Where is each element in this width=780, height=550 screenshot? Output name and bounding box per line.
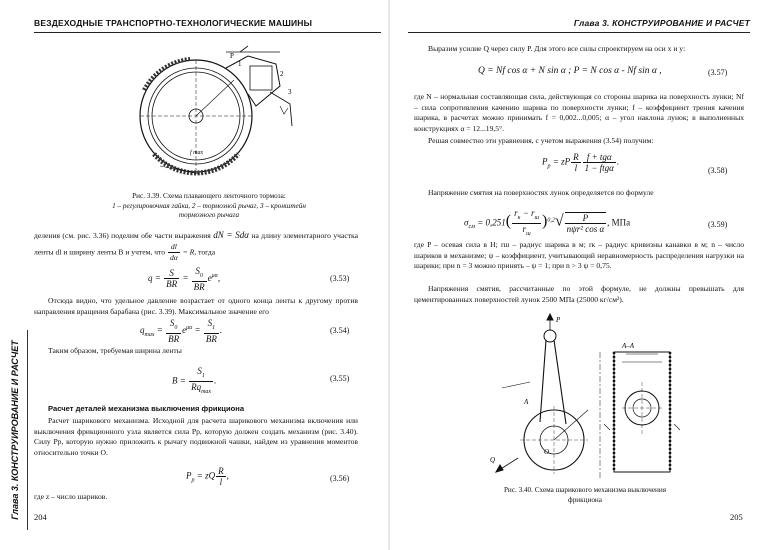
- para1-text-a: деления (см. рис. 3.36) поделим обе части выражения: [34, 231, 211, 240]
- section-heading-text: Расчет деталей механизма выключения фрикциона: [48, 404, 245, 413]
- fig339-label-fmax: f max: [190, 150, 204, 156]
- equation-3-54: $q_{max}$ = $\frac{S_0}{BR}$ $e^{\mu\alpha}$ = $\frac{S_1}{BR}$ .: [140, 318, 223, 344]
- running-header-right: Глава 3. КОНСТРУИРОВАНИЕ И РАСЧЕТ: [408, 14, 750, 33]
- side-rule: [27, 330, 28, 530]
- inline-equation-dn: dN = Sdα: [213, 230, 250, 240]
- fig340-label-q: Q: [490, 456, 496, 464]
- equation-number-3-59: (3.59): [708, 220, 728, 229]
- equation-3-56: $P_p$ = zQ $\frac{R}{l}$ ,: [186, 466, 229, 487]
- fig339-caption-body: 1 – регулировочная гайка, 2 – тормозной рычаг, 3 – кронштейн тормозного рычага: [112, 201, 306, 220]
- equation-number-3-54: (3.54): [330, 326, 350, 335]
- right-paragraph-5: где P – осевая сила в H; rш – радиус шарика в м; rк – радиус кривизны канавки в м; n – число шариков в механизме; ψ – коэффициент, учитывающий неравномерность распределения нагрузки на шарики; при n = 3 можно принять – ψ = 1; при n > 3 ψ = 0,75.: [414, 240, 744, 271]
- right-paragraph-1: Выразим усилие Q через силу P. Для этого все силы спроектируем на оси x и y:: [428, 44, 686, 53]
- fig340-label-o: O: [544, 448, 550, 456]
- right-paragraph-3: Решая совместно эти уравнения, с учетом выражения (3.54) получим:: [428, 136, 654, 145]
- paragraph-2: Отсюда видно, что удельное давление возрастает от одного конца ленты к другому против направления вращения барабана (рис. 3.39). Максимальное значение его: [34, 296, 358, 316]
- right-page: [390, 0, 780, 550]
- fig340-label-aa: A–A: [622, 342, 635, 350]
- running-header: ВЕЗДЕХОДНЫЕ ТРАНСПОРТНО-ТЕХНОЛОГИЧЕСКИЕ МАШИНЫ: [34, 14, 381, 33]
- figure-3-40-caption: Рис. 3.40. Схема шарикового механизма выключения фрикциона: [503, 486, 667, 504]
- side-chapter-title: [4, 340, 26, 520]
- equation-number-3-55: (3.55): [330, 374, 350, 383]
- figure-3-39-brake-diagram: [130, 46, 300, 184]
- fig340-label-pp: P: [556, 316, 561, 324]
- inline-fraction-dl-da: $\frac{dl}{d\alpha}$: [169, 241, 178, 262]
- para1-text-b: на длину элементарного участка ленты dl и ширину ленты B и учтем, что: [34, 231, 358, 256]
- equation-3-53: q = $\frac{S}{BR}$ = $\frac{S_0}{BR}$ $e^{\mu\alpha}$,: [148, 266, 221, 292]
- right-paragraph-6: Напряжения смятия, рассчитанные по этой формуле, не должны превышать для цементированных поверхностей лунок 2500 МПа (25000 кг/см²).: [414, 284, 744, 304]
- side-chapter-title-text: Глава 3. КОНСТРУИРОВАНИЕ И РАСЧЕТ: [10, 340, 20, 520]
- paragraph-3: Таким образом, требуемая ширина ленты: [48, 346, 182, 355]
- section-heading: [34, 404, 358, 415]
- left-page: [0, 0, 389, 550]
- fig339-label-p: P: [230, 52, 234, 60]
- fig339-label-1: 1: [238, 60, 242, 68]
- fig339-label-3: 3: [288, 88, 292, 96]
- paragraph-5: где z – число шариков.: [34, 492, 108, 501]
- page-number-left: 204: [34, 512, 47, 522]
- fig339-label-2: 2: [280, 70, 284, 78]
- equation-3-55: B = $\frac{S_1}{Rq_{max}}$ .: [172, 366, 217, 395]
- eq359-unit: , МПа: [607, 217, 631, 228]
- fig340-label-a: A: [524, 398, 529, 406]
- equation-3-57: Q = Nf cos α + N sin α ; P = N cos α - Nf sin α ,: [478, 66, 662, 76]
- equation-number-3-53: (3.53): [330, 274, 350, 283]
- para1-text-c: , тогда: [194, 246, 216, 256]
- equation-3-59: $\sigma_{см} = 0,251$( $\frac{r_к - r_ш}{r_ш}$ )$^{0,2}$√ $\frac{P}{\text{nψr² cos α}}$ , МПа: [464, 208, 631, 237]
- page-number-right: 205: [730, 512, 743, 522]
- equation-number-3-56: (3.56): [330, 474, 350, 483]
- equation-number-3-58: (3.58): [708, 166, 728, 175]
- paragraph-4: Расчет шарикового механизма. Исходной для расчета шарикового механизма включения или выключения фрикционного узла является сила Pp, которую должен создать механизм (рис. 3.40). Силу Pp, которую нужно приложить к рычагу подвижной чашки, найдем из уравнения моментов относительно точки O.: [34, 416, 358, 457]
- figure-3-39-caption: [104, 192, 314, 221]
- right-paragraph-2: где N – нормальная составляющая сила, действующая со стороны шарика на поверхность лунки; Nf – сила сопротивления качению шарика по поверхности лунки; f – коэффициент трения качения шарика, в расчетах можно принимать f = 0,002...0,005; α – угол наклона лунок; в выполненных конструкциях α = 12...19,5°.: [414, 92, 744, 133]
- paragraph-1: деления (см. рис. 3.36) поделим обе части выражения dN = Sdα на длину элементарного участка ленты dl и ширину ленты B и учтем, что $\frac{dl}{d\alpha}$ = R, тогда: [34, 230, 358, 262]
- fig339-caption-title: Рис. 3.39. Схема плавающего ленточного тормоза:: [132, 192, 286, 200]
- right-paragraph-4: Напряжение смятия на поверхностях лунок определяется по формуле: [428, 188, 654, 197]
- equation-3-58: $P_p$ = zP $\frac{R}{l}$ $\frac{\text{f + tgα}}{\text{1 − ftgα}}$ .: [542, 152, 620, 173]
- equation-number-3-57: (3.57): [708, 68, 728, 77]
- figure-3-40-ball-mechanism-diagram: [482, 312, 712, 480]
